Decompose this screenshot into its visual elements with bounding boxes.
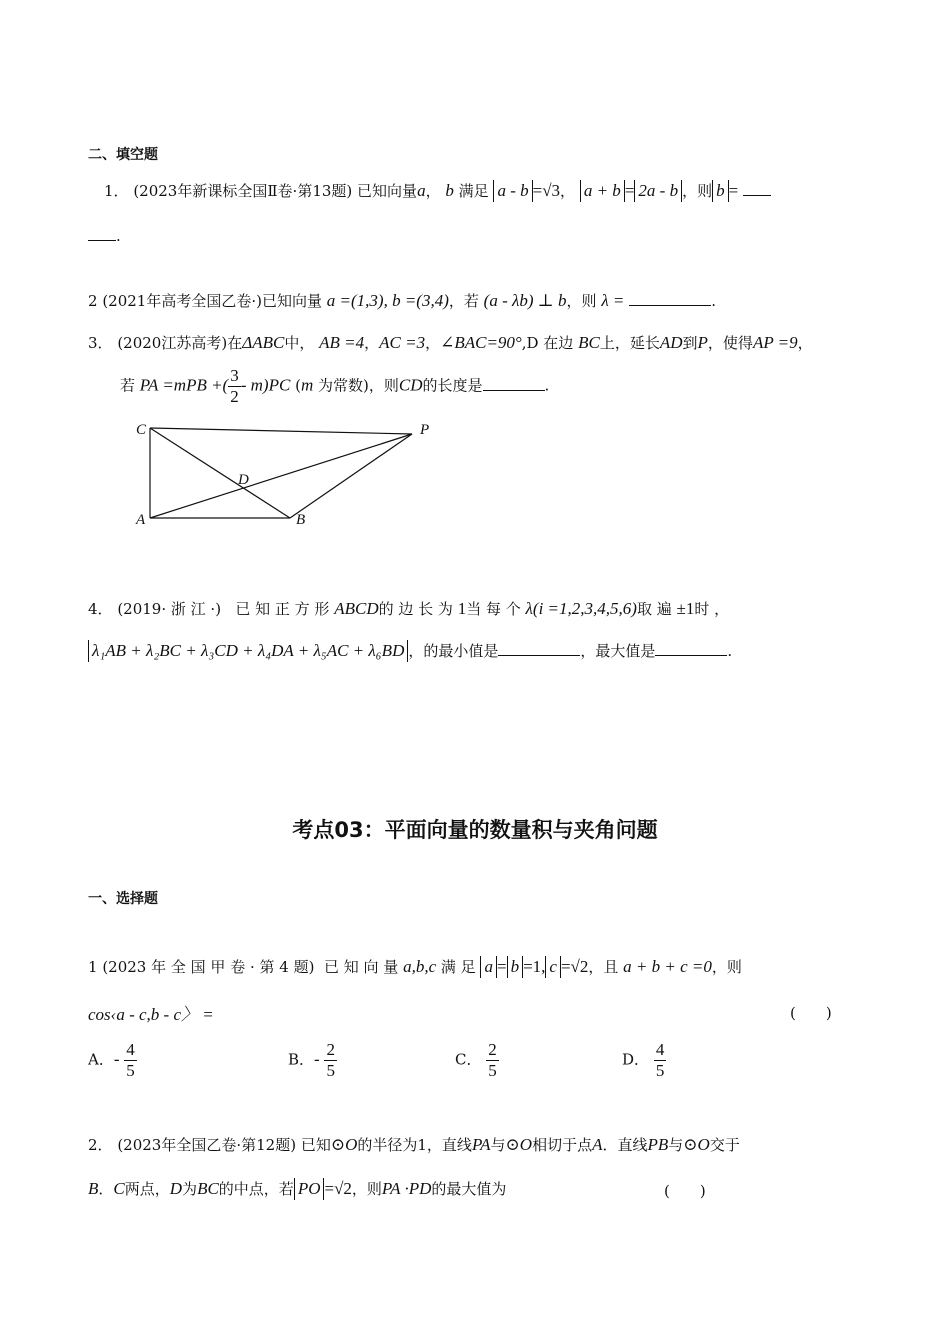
answer-blank-4-min[interactable] (498, 641, 580, 656)
question-3-line-2: 若 PA =mPB +( $\frac{3}{2}$ - m)PC (m 为常数)，则CD的长度是 . (120, 366, 550, 406)
abs-a-plus-b: a + b (580, 180, 625, 202)
choice-2-answer-paren[interactable]: ( ) (664, 1182, 706, 1200)
lambda-sum-expression: λ₁AB + λ₂BC + λ₃CD + λ₄DA + λ₅AC + λ₆BD (88, 640, 408, 662)
edge-cp (150, 428, 412, 434)
cos-expression: cos‹a - c,b - c〉 = (88, 1005, 214, 1024)
question-1-line-2: . (88, 226, 121, 245)
abs-b: b (712, 180, 729, 202)
question-4-line-2: λ₁AB + λ₂BC + λ₃CD + λ₄DA + λ₅AC + λ₆BD ，的最小值是 ，最大值是 . (88, 640, 732, 662)
choice-1-line-1: 1 (2023 年 全 国 甲 卷 · 第 4 题) 已 知 向 量 a,b,c 满 足 a = b =1, c =√2，且 a + b + c =0，则 (88, 957, 742, 976)
option-a[interactable]: A．- $\frac{4}{5}$ (88, 1040, 135, 1080)
question-2: 2 (2021年高考全国乙卷·)已知向量 a =(1,3), b =(3,4)，若 (a - λb) ⊥ b，则 λ = . (88, 291, 716, 310)
edge-bp (290, 434, 412, 518)
vector-expression: PA =mPB +( (139, 375, 229, 395)
choice-1-answer-paren[interactable]: ( ) (790, 1004, 832, 1022)
question-1-line-1: 1． (2023年新课标全国Ⅱ卷·第13题) 已知向量a， b 满足 a - b =√3， a + b = 2a - b ，则 b = (104, 180, 771, 202)
label-b: B (296, 512, 306, 528)
label-a: A (136, 512, 146, 528)
choice-1-source: (2023 年 全 国 甲 卷 · 第 4 题) (102, 958, 315, 976)
answer-blank-1-cont[interactable] (88, 226, 116, 241)
choice-2-line-2: B．C两点，D为BC的中点，若 PO =√2，则PA ·PD的最大值为 (88, 1179, 507, 1198)
question-3-number: 3． (88, 334, 113, 352)
question-3-line-1: 3． (2020江苏高考)在ΔABC中， AB =4，AC =3，∠BAC=90°,D 在边 BC上，延长AD到P，使得AP =9， (88, 333, 813, 352)
var-b: b (445, 181, 454, 200)
label-p: P (420, 422, 430, 438)
choice-1-number: 1 (88, 958, 98, 976)
label-c: C (136, 422, 147, 438)
edge-cb (150, 428, 290, 518)
choice-2-line-1: 2． (2023年全国乙卷·第12题) 已知⊙O的半径为1，直线PA与⊙O相切于点A．直线PB与⊙O交于 (88, 1135, 740, 1154)
edge-ap (150, 434, 412, 518)
question-2-number: 2 (88, 292, 98, 310)
label-d: D (238, 472, 249, 488)
question-1-number: 1． (104, 182, 129, 200)
abs-a-minus-b: a - b (493, 180, 532, 202)
triangle-diagram (130, 418, 440, 530)
abs-2a-minus-b: 2a - b (634, 180, 682, 202)
perpendicular-condition: (a - λb) ⊥ b (483, 291, 567, 310)
question-2-source: (2021年高考全国乙卷·) (102, 292, 262, 310)
choice-2-source: (2023年全国乙卷·第12题) (117, 1136, 297, 1154)
section-heading-choice: 一、选择题 (88, 891, 158, 907)
question-4-number: 4． (88, 600, 113, 618)
choice-2-number: 2． (88, 1136, 113, 1154)
question-3-source: (2020江苏高考) (117, 334, 228, 352)
option-c[interactable]: C． $\frac{2}{5}$ (455, 1040, 497, 1080)
lambda-target: λ = (601, 291, 625, 310)
answer-blank-4-max[interactable] (655, 641, 727, 656)
var-a: a (417, 181, 426, 200)
answer-blank-1[interactable] (743, 181, 771, 196)
option-b[interactable]: B．- $\frac{2}{5}$ (288, 1040, 335, 1080)
question-4-line-1: 4． (2019· 浙 江 ·) 已 知 正 方 形 ABCD的 边 长 为 1当 每 个 λ(i =1,2,3,4,5,6)取 遍 ±1时 ， (88, 599, 730, 618)
choice-1-line-2 (88, 1000, 214, 1025)
question-4-source: (2019· 浙 江 ·) (117, 600, 222, 618)
vectors-definition: a =(1,3), b =(3,4) (326, 291, 449, 310)
fraction-3-2: $\frac{3}{2}$ (230, 366, 239, 406)
option-d[interactable]: D． $\frac{4}{5}$ (622, 1040, 665, 1080)
answer-blank-2[interactable] (629, 291, 711, 306)
question-1-source: (2023年新课标全国Ⅱ卷·第13题) (133, 182, 353, 200)
topic-title: 考点03：平面向量的数量积与夹角问题 (292, 818, 658, 842)
answer-blank-3[interactable] (483, 376, 545, 391)
section-heading-fill: 二、填空题 (88, 147, 158, 163)
